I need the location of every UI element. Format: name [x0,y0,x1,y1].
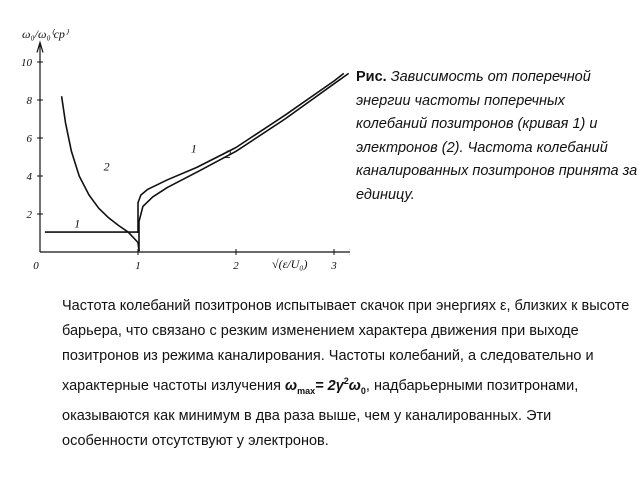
chart [0,0,350,290]
formula-sub-max: max [297,385,316,396]
chart-curve-labels [74,141,231,230]
curve-label-1: 1 [190,141,197,156]
formula-omega0: ω [348,377,361,394]
formula-sub-0: 0 [360,385,366,396]
chart-ticks [21,57,337,272]
figure-label: Рис. [356,69,387,85]
y-tick-label: 6 [26,133,32,145]
formula [285,378,366,394]
body-paragraph [62,294,632,454]
formula-omega: ω [285,377,298,394]
x-tick-label: 0 [33,260,39,272]
series-2-line [62,96,139,251]
body-text-after: , надбарьерными позитронами, оказываются как минимум в два раза выше, чем у каналированных. Эти особенности отсутствуют у электронов. [62,377,579,449]
x-tick-label: 1 [135,260,141,272]
curve-label-2: 2 [103,159,110,174]
formula-sup: 2 [343,376,349,386]
figure-caption-text: Зависимость от поперечной энергии частоты поперечных колебаний позитронов (кривая 1) и электронов (2). Частота колебаний каналированных позитронов принята за единицу. [356,69,638,203]
curve-label-1: 1 [74,216,81,231]
series-1-line [138,73,344,233]
chart-curves [45,73,349,251]
formula-eq: = 2γ [315,377,344,394]
body-text-before: Частота колебаний позитронов испытывает скачок при энергиях ε, близких к высоте барьера, что связано с резким изменением характера движения при выходе позитронов из режима каналирования. Частоты колебаний, а следовательно и характерные частоты излучения [62,298,630,394]
y-tick-label: 4 [26,171,32,183]
x-tick-label: 2 [233,260,239,272]
y-axis-label: ω₀/ω₀⁽ср⁾ [22,27,68,41]
curve-label-2: 2 [225,146,232,161]
y-tick-label: 8 [26,95,32,107]
x-tick-label: 3 [331,260,337,272]
y-tick-label: 2 [26,209,32,221]
y-tick-label: 10 [21,57,32,69]
x-axis-label: √(ε/U₀) [272,257,308,271]
series-2-line [139,73,349,251]
series-1-line [45,232,138,233]
figure-caption [356,66,638,207]
